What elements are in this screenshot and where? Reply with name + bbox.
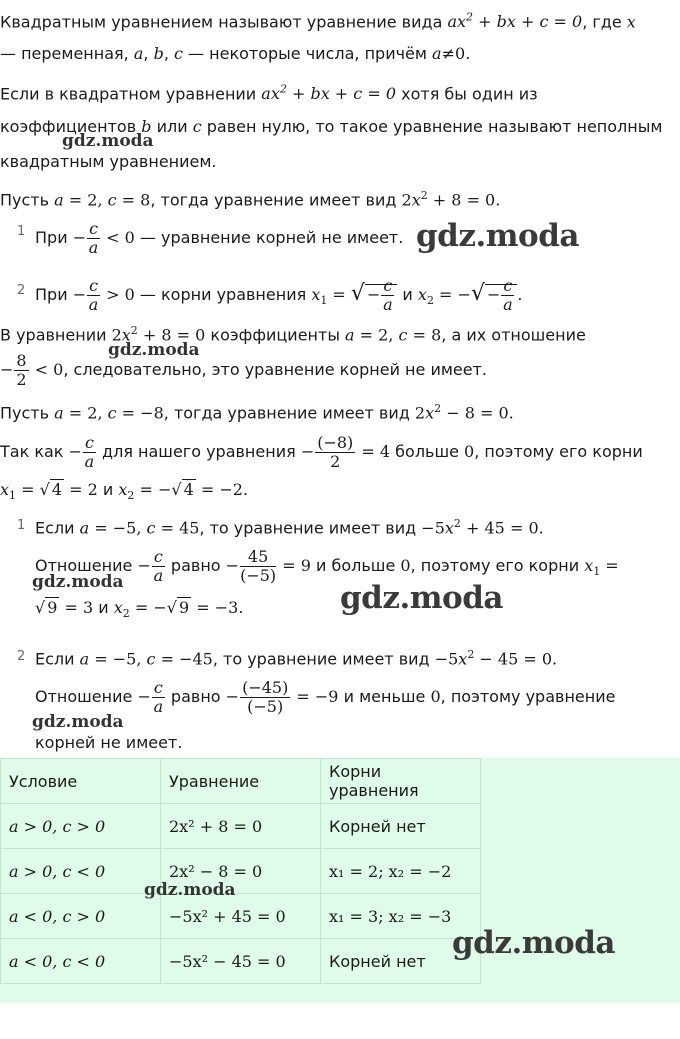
watermark: gdz.moda: [108, 340, 200, 360]
paragraph-example-1: Пусть a = 2, c = 8, тогда уравнение имеет вид $2x^2 + 8 = 0$.: [0, 189, 501, 210]
paragraph-ratio: − $\frac{8}{2}$ < 0, следовательно, это уравнение корней не имеет.: [0, 351, 488, 389]
table-cell: x₁ = 2; x₂ = −2: [321, 849, 481, 894]
table-cell: a > 0, c < 0: [1, 849, 161, 894]
list-number: 1: [17, 518, 26, 533]
example-case-2-ratio: Отношение − $\frac{c}{a}$ равно − $\frac{(-45)}{(-5)}$ = −9 и меньше 0, поэтому уравнение: [35, 678, 616, 716]
table-row: [1, 894, 481, 939]
case-positive-ratio: При − $\frac{c}{a}$ > 0 — корни уравнения $x_1$ = √ − $\frac{c}{a}$ и $x_2$ = −√ − $\frac{c}{a}$ .: [35, 276, 523, 314]
paragraph-incomplete-end: квадратным уравнением.: [0, 152, 217, 171]
watermark: gdz.moda: [62, 131, 154, 151]
table-cell: 2x² + 8 = 0: [161, 804, 321, 849]
paragraph-roots: $x_1$ = √ 4 = 2 и $x_2$ = −√ 4 = −2.: [0, 480, 249, 503]
watermark: gdz.moda: [340, 580, 503, 616]
table-cell: −5x² − 45 = 0: [161, 939, 321, 984]
table-cell: a < 0, c > 0: [1, 894, 161, 939]
table-cell: a > 0, c > 0: [1, 804, 161, 849]
table-row: [1, 804, 481, 849]
example-case-2-end: корней не имеет.: [35, 733, 183, 752]
example-case-1-ratio: Отношение − $\frac{c}{a}$ равно − $\frac{45}{(-5)}$ = 9 и больше 0, поэтому его корни $x_1$ =: [35, 547, 619, 585]
paragraph-coefficients: В уравнении $2x^2 + 8 = 0$ коэффициенты a = 2, c = 8, а их отношение: [0, 324, 586, 345]
table-cell: a < 0, c < 0: [1, 939, 161, 984]
table-header-cell: Уравнение: [161, 759, 321, 804]
list-number: 1: [17, 224, 26, 239]
list-number: 2: [17, 283, 26, 298]
watermark: gdz.moda: [32, 572, 124, 592]
list-number: 2: [17, 649, 26, 664]
summary-table: [0, 758, 481, 984]
table-header-cell: Корни уравнения: [321, 759, 481, 804]
example-case-1: Если a = −5, c = 45, то уравнение имеет вид $-5x^2 + 45 = 0$.: [35, 517, 544, 538]
case-negative-ratio: При − $\frac{c}{a}$ < 0 — уравнение корней не имеет.: [35, 219, 404, 257]
paragraph-incomplete-cont: коэффициентов b или c равен нулю, то такое уравнение называют неполным: [0, 117, 663, 136]
example-case-2: Если a = −5, c = −45, то уравнение имеет вид $-5x^2 - 45 = 0$.: [35, 648, 558, 669]
summary-table-panel: [0, 758, 680, 1003]
table-header-cell: Условие: [1, 759, 161, 804]
table-cell: Корней нет: [321, 939, 481, 984]
table-cell: x₁ = 3; x₂ = −3: [321, 894, 481, 939]
table-header-row: [1, 759, 481, 804]
watermark: gdz.moda: [32, 712, 124, 732]
paragraph-definition-cont: — переменная, a, b, c — некоторые числа, причём a≠0.: [0, 44, 471, 63]
table-cell: 2x² − 8 = 0: [161, 849, 321, 894]
paragraph-example-2: Пусть a = 2, c = −8, тогда уравнение имеет вид $2x^2 - 8 = 0$.: [0, 402, 514, 423]
table-cell: −5x² + 45 = 0: [161, 894, 321, 939]
paragraph-incomplete: Если в квадратном уравнении $ax^2$ + bx + c = 0 хотя бы один из: [0, 83, 538, 104]
paragraph-definition: Квадратным уравнением называют уравнение вида $ax^2$ + bx + c = 0, где x: [0, 11, 636, 32]
paragraph-because: Так как − $\frac{c}{a}$ для нашего уравнения − $\frac{(-8)}{2}$ = 4 больше 0, поэтому его корни: [0, 433, 643, 471]
watermark: gdz.moda: [144, 880, 236, 900]
table-row: [1, 849, 481, 894]
table-row: [1, 939, 481, 984]
watermark: gdz.moda: [452, 925, 615, 961]
example-case-1-roots: √ 9 = 3 и $x_2$ = −√ 9 = −3.: [35, 598, 244, 621]
table-cell: Корней нет: [321, 804, 481, 849]
watermark: gdz.moda: [416, 218, 579, 254]
